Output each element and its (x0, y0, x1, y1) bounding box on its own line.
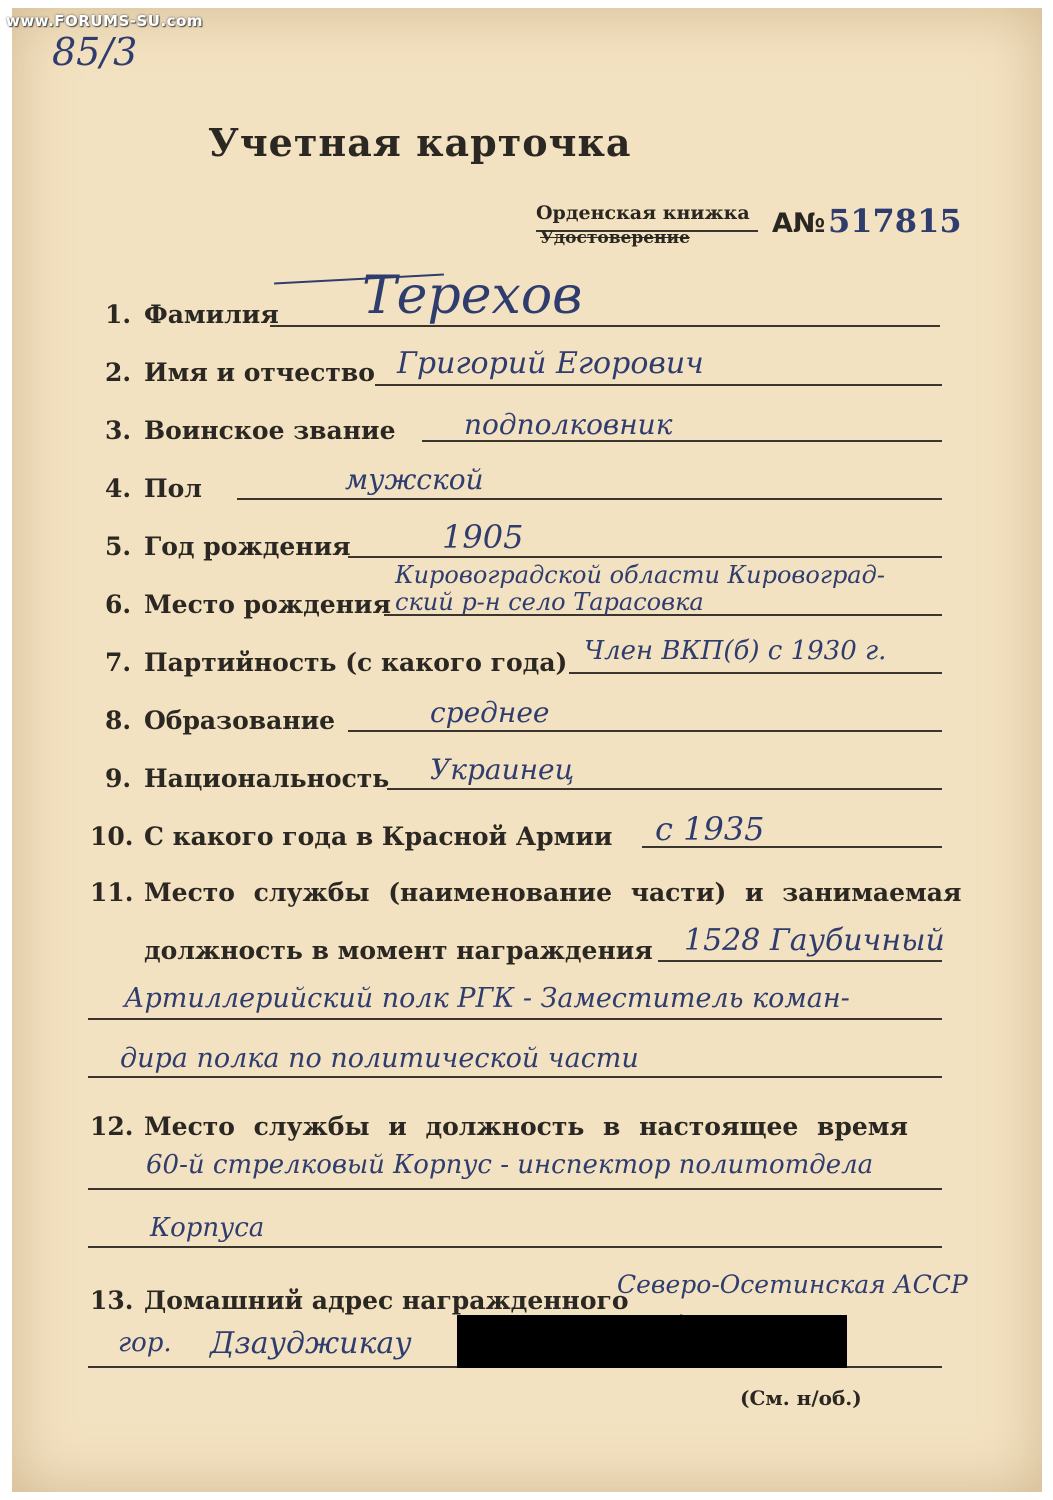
watermark: www.FORUMS-SU.com (6, 12, 204, 30)
field-5-num: 5. (105, 532, 132, 561)
field-11-value-line1: 1528 Гаубичный (684, 923, 945, 958)
field-12-label: Место службы и должность в настоящее время (144, 1112, 908, 1141)
field-7-line (569, 672, 942, 674)
field-4-num: 4. (105, 474, 132, 503)
field-9-value: Украинец (430, 753, 575, 786)
field-2-value: Григорий Егорович (397, 346, 704, 381)
field-11-num: 11. (90, 878, 134, 907)
field-13-prefix: гор. (118, 1328, 172, 1358)
field-3-num: 3. (105, 416, 132, 445)
field-12-line2 (88, 1246, 942, 1248)
field-7-num: 7. (105, 648, 132, 677)
field-6-num: 6. (105, 590, 132, 619)
series-number-label: А№ (772, 208, 826, 239)
field-11-value-line2: Артиллерийский полк РГК - Заместитель коман- (124, 983, 850, 1014)
field-9-line (387, 788, 942, 790)
field-6-label: Место рождения (144, 590, 391, 619)
field-2-num: 2. (105, 358, 132, 387)
field-5-value: 1905 (442, 518, 524, 556)
document-number-block (536, 198, 966, 258)
field-4-label: Пол (144, 474, 202, 503)
field-12-value-line1: 60-й стрелковый Корпус - инспектор политотдела (146, 1150, 874, 1180)
page-title: Учетная карточка (208, 120, 632, 165)
field-9-num: 9. (105, 764, 132, 793)
field-1-num: 1. (105, 300, 132, 329)
field-8-value: среднее (430, 696, 550, 729)
record-card (12, 8, 1042, 1492)
field-7-label: Партийность (с какого года) (144, 648, 568, 677)
field-11-value-line3: дира полка по политической части (120, 1043, 639, 1074)
field-6-value-line2: ский р-н село Тарасовка (395, 588, 704, 616)
field-5-line (348, 556, 942, 558)
field-13-value-line2: Дзауджикау (210, 1326, 412, 1361)
corner-note: 85/3 (52, 30, 138, 74)
field-8-label: Образование (144, 706, 336, 735)
field-2-label: Имя и отчество (144, 358, 375, 387)
field-10-num: 10. (90, 822, 134, 851)
field-11-line1 (658, 960, 942, 962)
field-11-label-line2: должность в момент награждения (144, 936, 653, 965)
field-10-value: с 1935 (655, 810, 765, 848)
field-13-label: Домашний адрес награжденного (144, 1286, 629, 1315)
field-3-value: подполковник (464, 408, 673, 441)
field-6-value-line1: Кировоградской области Кировоград- (395, 561, 885, 589)
field-12-num: 12. (90, 1112, 134, 1141)
field-11-line3 (88, 1076, 942, 1078)
field-1-value: Терехов (362, 266, 583, 326)
order-book-label: Орденская книжка (536, 202, 750, 224)
field-13-value-line1: Северо-Осетинская АССР (617, 1270, 968, 1299)
field-13-num: 13. (90, 1286, 134, 1315)
footer-note: (См. н/об.) (740, 1386, 862, 1410)
field-2-line (375, 384, 942, 386)
order-book-number: 517815 (828, 202, 962, 240)
field-12-line1 (88, 1188, 942, 1190)
field-11-line2 (88, 1018, 942, 1020)
field-1-label: Фамилия (144, 300, 279, 329)
field-5-label: Год рождения (144, 532, 351, 561)
field-9-label: Национальность (144, 764, 390, 793)
field-3-label: Воинское звание (144, 416, 396, 445)
field-10-label: С какого года в Красной Армии (144, 822, 613, 851)
field-11-label-line1: Место службы (наименование части) и занимаемая (144, 878, 962, 907)
field-4-value: мужской (345, 463, 484, 496)
field-4-line (237, 498, 942, 500)
field-8-num: 8. (105, 706, 132, 735)
field-8-line (348, 730, 942, 732)
redaction-block (457, 1315, 847, 1368)
certificate-label-struck: Удостоверение (540, 228, 690, 248)
field-12-value-line2: Корпуса (150, 1213, 265, 1243)
field-7-value: Член ВКП(б) с 1930 г. (584, 636, 887, 666)
